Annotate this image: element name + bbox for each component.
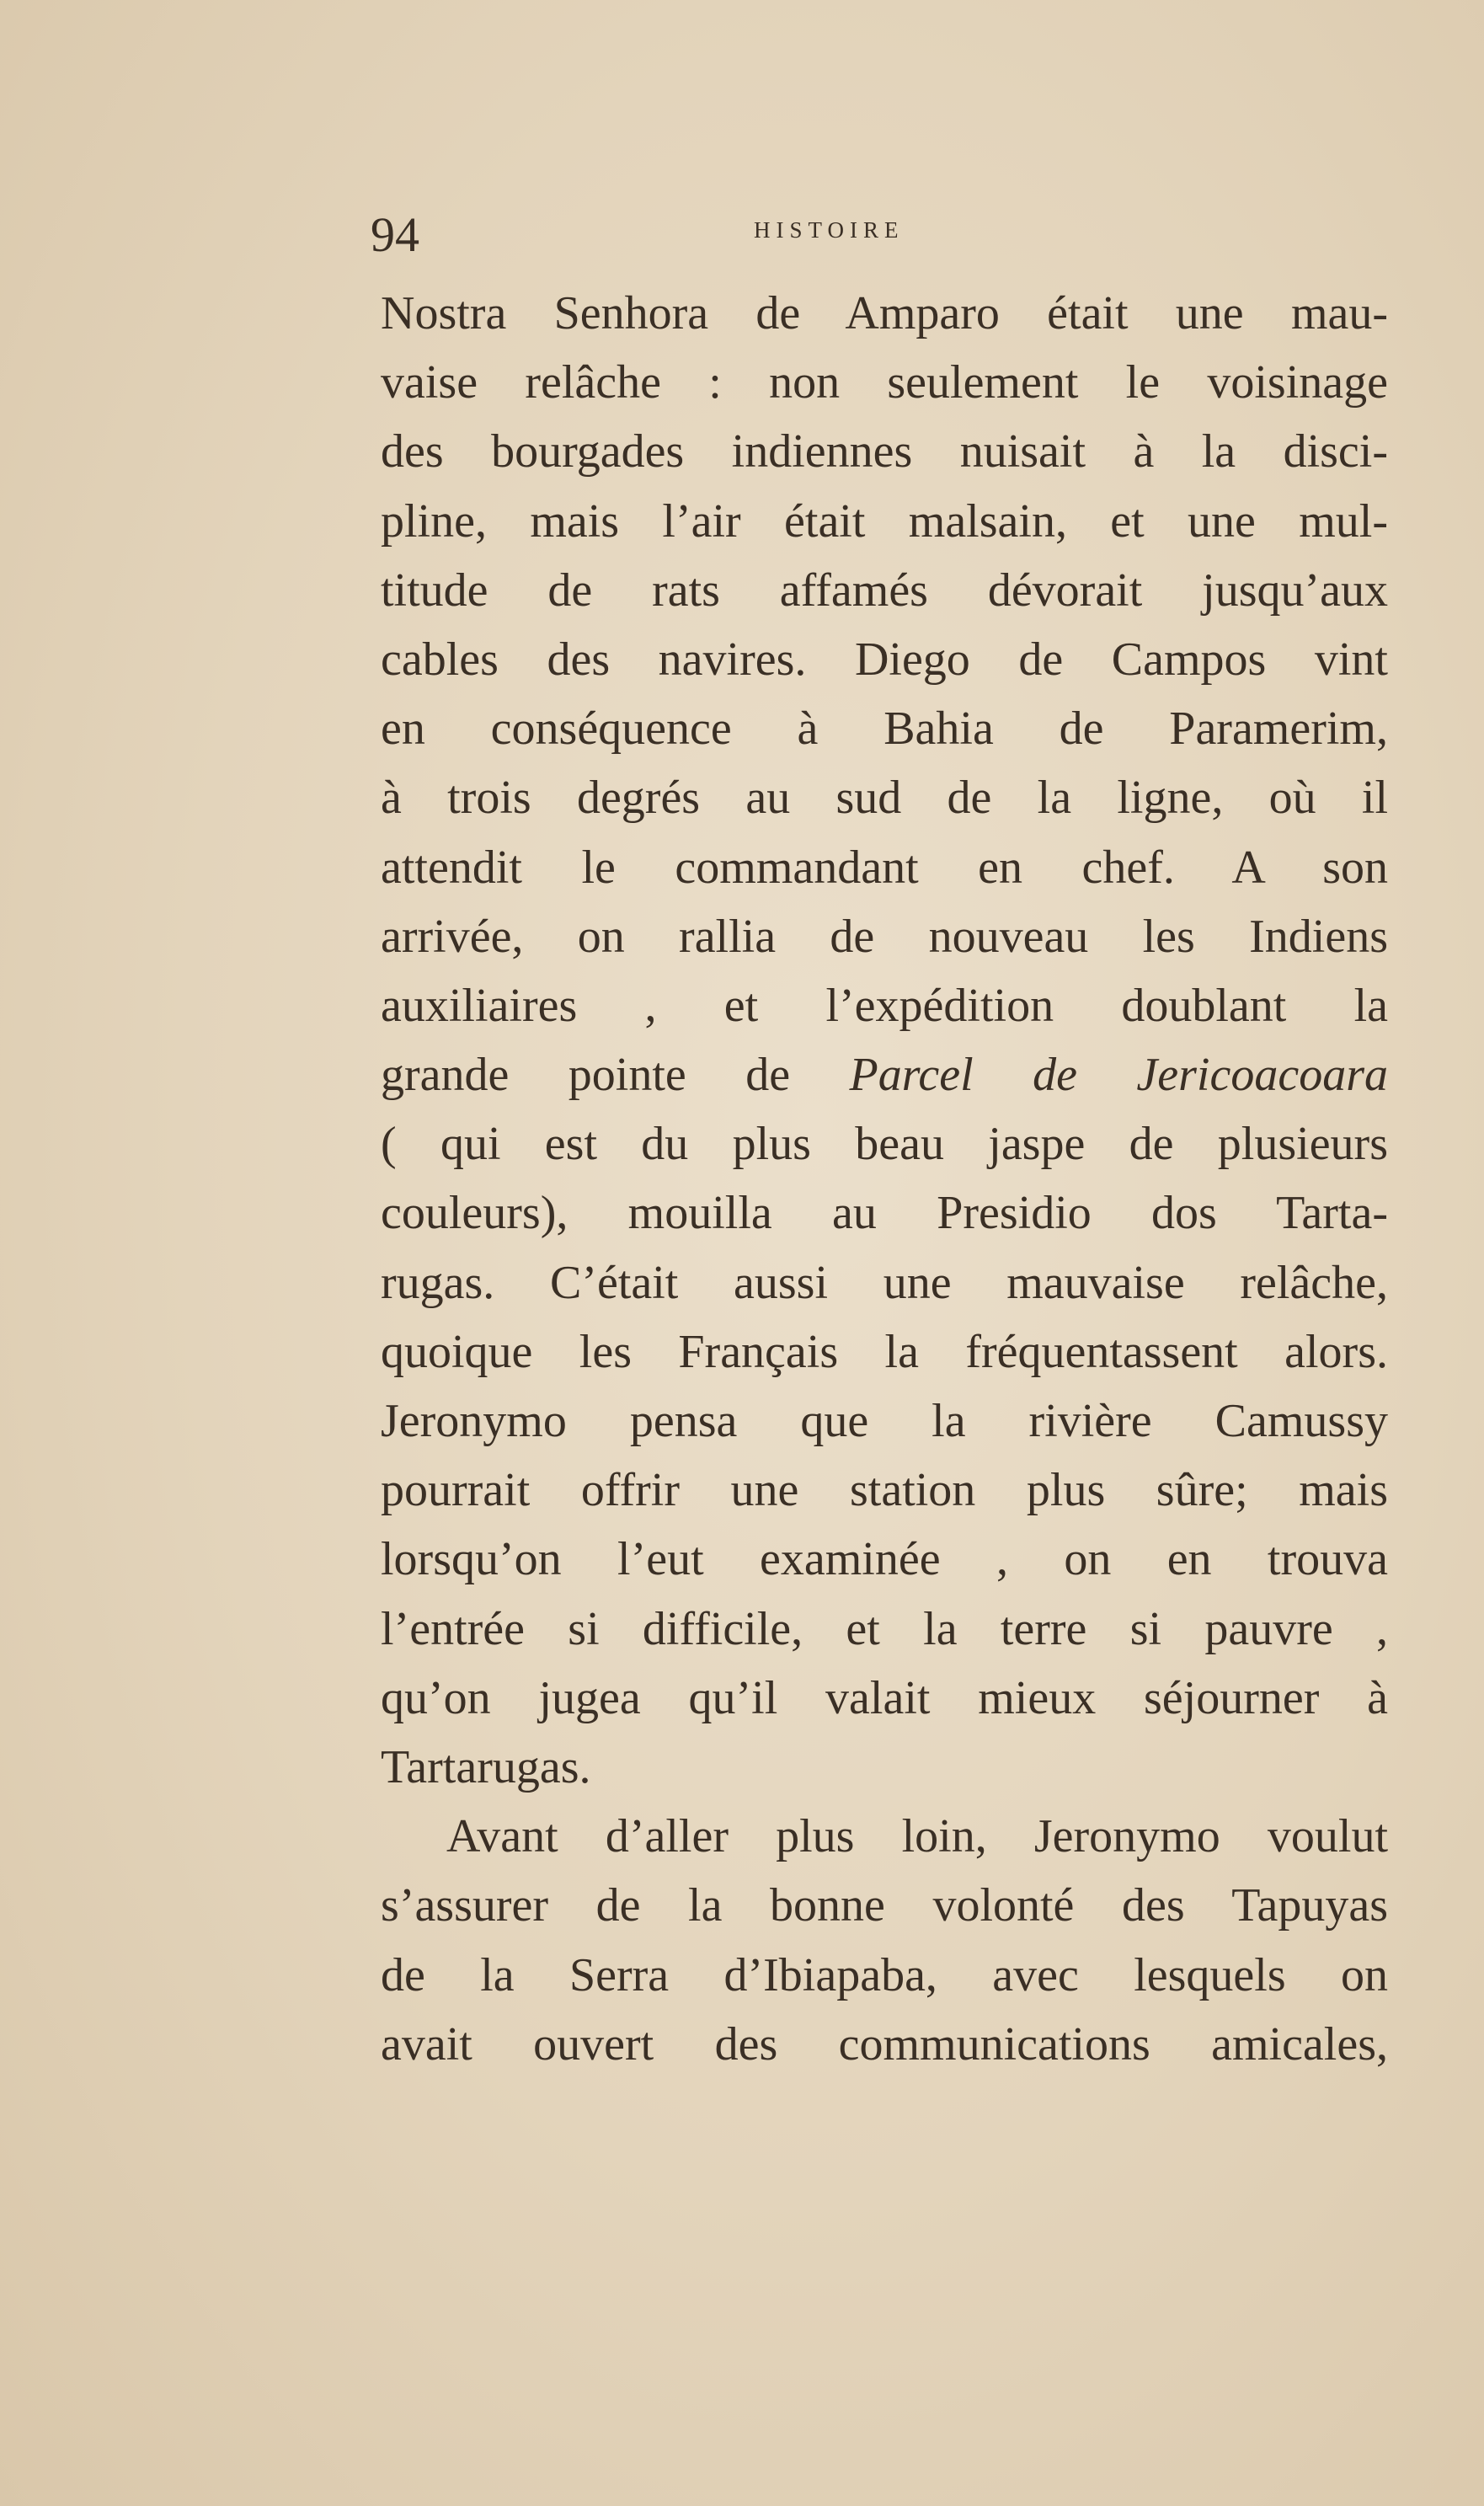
text-line: attendit le commandant en chef. A son <box>381 841 1388 894</box>
text-line: avait ouvert des communications amicales, <box>381 2017 1388 2071</box>
text-line: l’entrée si difficile, et la terre si pauvre , <box>381 1602 1388 1655</box>
text-line: quoique les Français la fréquentassent alors. <box>381 1325 1388 1378</box>
text-line: couleurs), mouilla au Presidio dos Tarta- <box>381 1187 1388 1240</box>
text-line: Tartarugas. <box>381 1740 591 1793</box>
running-head: HISTOIRE <box>754 217 905 243</box>
body-text <box>381 283 1388 2083</box>
text-line: titude de rats affamés dévorait jusqu’aux <box>381 564 1388 617</box>
text-line: rugas. C’était aussi une mauvaise relâche, <box>381 1256 1388 1309</box>
text-line: en conséquence à Bahia de Paramerim, <box>381 703 1388 756</box>
text-line: des bourgades indiennes nuisait à la disci- <box>381 425 1388 478</box>
italic-place-name: Parcel de Jericoacoara <box>849 1049 1388 1102</box>
text-line <box>381 1045 1388 1114</box>
text-line: Nostra Senhora de Amparo était une mau- <box>381 287 1388 339</box>
text-line: pline, mais l’air était malsain, et une mul- <box>381 494 1388 548</box>
text-line: de la Serra d’Ibiapaba, avec lesquels on <box>381 1948 1388 2001</box>
text-line: s’assurer de la bonne volonté des Tapuyas <box>381 1879 1388 1932</box>
text-line: Avant d’aller plus loin, Jeronymo voulut <box>446 1810 1388 1863</box>
text-line: ( qui est du plus beau jaspe de plusieurs <box>381 1118 1388 1171</box>
page-number: 94 <box>371 207 419 262</box>
text-segment: grande pointe de <box>381 1049 850 1102</box>
text-line: Jeronymo pensa que la rivière Camussy <box>381 1395 1388 1447</box>
text-line: arrivée, on rallia de nouveau les Indiens <box>381 910 1388 963</box>
text-line: auxiliaires , et l’expédition doublant la <box>381 979 1388 1032</box>
text-line: lorsqu’on l’eut examinée , on en trouva <box>381 1533 1388 1586</box>
text-line: à trois degrés au sud de la ligne, où il <box>381 772 1388 825</box>
text-line: qu’on jugea qu’il valait mieux séjourner à <box>381 1671 1388 1724</box>
text-line: pourrait offrir une station plus sûre; mais <box>381 1464 1388 1517</box>
text-line: cables des navires. Diego de Campos vint <box>381 633 1388 686</box>
text-line: vaise relâche : non seulement le voisinage <box>381 356 1388 409</box>
